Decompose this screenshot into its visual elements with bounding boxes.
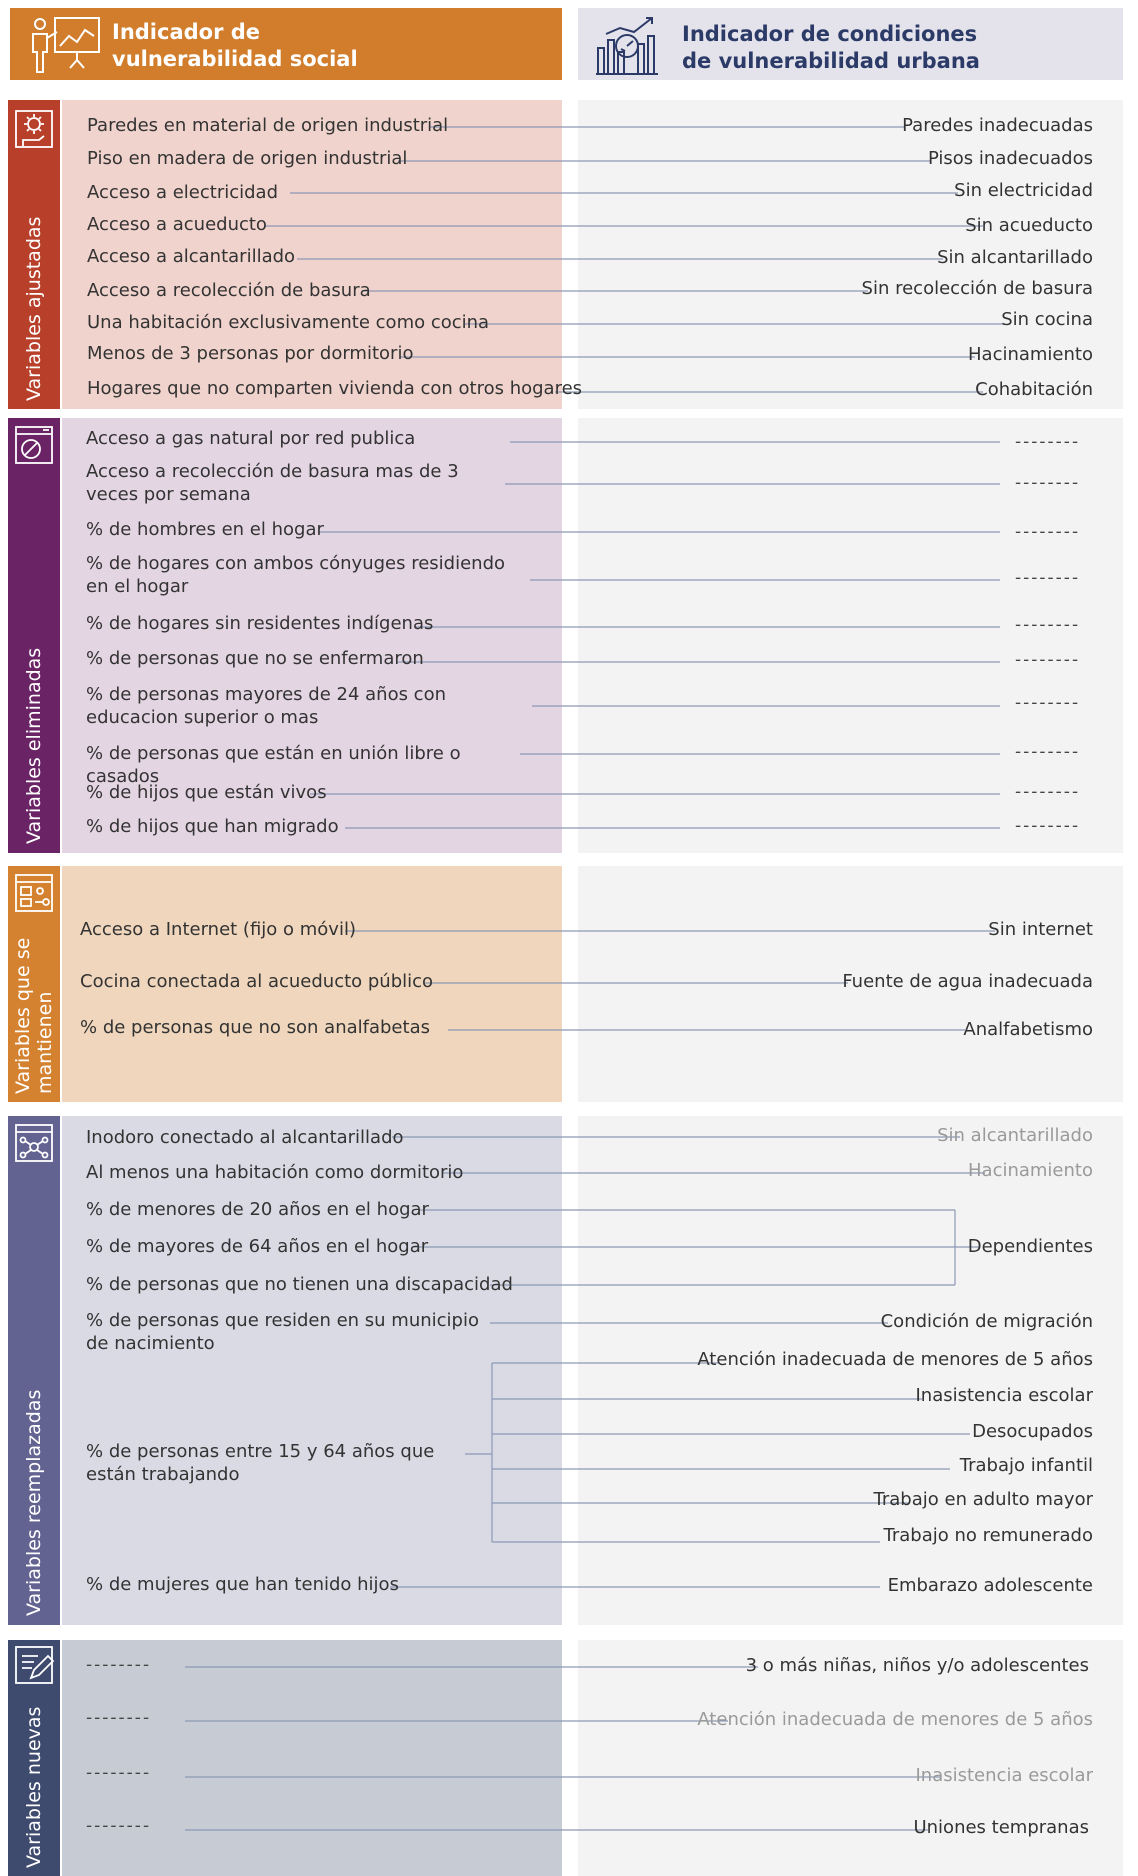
nuevas-right-item: 3 o más niñas, niños y/o adolescentes — [745, 1655, 1089, 1676]
eliminadas-placeholder: -------- — [1015, 693, 1081, 713]
reemplazadas-left-item: Al menos una habitación como dormitorio — [86, 1162, 464, 1183]
eliminadas-left-item: % de personas que están en unión libre o casados — [86, 743, 461, 787]
eliminadas-left-item: % de hogares sin residentes indígenas — [86, 613, 434, 634]
eliminadas-placeholder: -------- — [1015, 432, 1081, 452]
reemplazadas-left-item: % de personas entre 15 y 64 años que están trabajando — [86, 1441, 435, 1485]
eliminadas-label: Variables eliminadas — [23, 647, 45, 844]
eliminadas-placeholder: -------- — [1015, 742, 1081, 762]
ajustadas-right-item: Hacinamiento — [968, 344, 1093, 365]
eliminadas-placeholder: -------- — [1015, 522, 1081, 542]
left-header-title: Indicador de vulnerabilidad social — [112, 20, 358, 71]
mantienen-left-item: Acceso a Internet (fijo o móvil) — [80, 919, 356, 940]
reemplazadas-left-item: % de mujeres que han tenido hijos — [86, 1574, 399, 1595]
ajustadas-left-item: Hogares que no comparten vivienda con otros hogares — [87, 378, 583, 399]
eliminadas-placeholder: -------- — [1015, 568, 1081, 588]
reemplazadas-right-item: Hacinamiento — [968, 1160, 1093, 1181]
reemplazadas-right-item: Trabajo en adulto mayor — [873, 1489, 1093, 1510]
reemplazadas-right-item: Sin alcantarillado — [937, 1125, 1093, 1146]
reemplazadas-right-item: Trabajo no remunerado — [883, 1525, 1093, 1546]
nuevas-placeholder: -------- — [86, 1763, 152, 1783]
ajustadas-right-item: Sin electricidad — [954, 180, 1093, 201]
nuevas-placeholder: -------- — [86, 1708, 152, 1728]
reemplazadas-left-item: % de personas que residen en su municipio de nacimiento — [86, 1310, 479, 1354]
reemplazadas-label: Variables reemplazadas — [23, 1389, 45, 1616]
eliminadas-left-item: % de personas mayores de 24 años con educacion superior o mas — [86, 684, 446, 728]
eliminadas-placeholder: -------- — [1015, 615, 1081, 635]
reemplazadas-right-item: Desocupados — [972, 1421, 1093, 1442]
eliminadas-left-item: Acceso a gas natural por red publica — [86, 428, 416, 449]
eliminadas-left-item: Acceso a recolección de basura mas de 3 veces por semana — [86, 461, 459, 505]
ajustadas-left-item: Acceso a alcantarillado — [87, 246, 296, 267]
nuevas-label: Variables nuevas — [23, 1706, 45, 1868]
ajustadas-right-item: Sin alcantarillado — [937, 247, 1093, 268]
eliminadas-placeholder: -------- — [1015, 816, 1081, 836]
mantienen-right-item: Sin internet — [988, 919, 1093, 940]
eliminadas-left-item: % de personas que no se enfermaron — [86, 648, 424, 669]
mantienen-left-item: % de personas que no son analfabetas — [80, 1017, 430, 1038]
eliminadas-left-item: % de hijos que están vivos — [86, 782, 327, 803]
eliminadas-left-item: % de hombres en el hogar — [86, 519, 324, 540]
ajustadas-right-item: Sin acueducto — [965, 215, 1093, 236]
ajustadas-left-item: Una habitación exclusivamente como cocina — [87, 312, 490, 333]
nuevas-placeholder: -------- — [86, 1655, 152, 1675]
eliminadas-placeholder: -------- — [1015, 473, 1081, 493]
mantienen-right-item: Fuente de agua inadecuada — [842, 971, 1093, 992]
ajustadas-right-item: Pisos inadecuados — [927, 148, 1093, 169]
nuevas-right-item: Atención inadecuada de menores de 5 años — [697, 1709, 1093, 1730]
nuevas-right-item: Inasistencia escolar — [915, 1765, 1093, 1786]
ajustadas-left-item: Paredes en material de origen industrial — [87, 115, 449, 136]
ajustadas-right-item: Paredes inadecuadas — [902, 115, 1093, 136]
reemplazadas-right-item: Inasistencia escolar — [915, 1385, 1093, 1406]
mantienen-left-item: Cocina conectada al acueducto público — [80, 971, 434, 992]
ajustadas-right-item: Sin recolección de basura — [861, 278, 1093, 299]
reemplazadas-right-item: Dependientes — [967, 1236, 1093, 1257]
eliminadas-left-item: % de hijos que han migrado — [86, 816, 339, 837]
reemplazadas-right-item: Trabajo infantil — [959, 1455, 1093, 1476]
reemplazadas-right-item: Atención inadecuada de menores de 5 años — [697, 1349, 1093, 1370]
ajustadas-left-item: Acceso a acueducto — [87, 214, 267, 235]
nuevas-right-item: Uniones tempranas — [913, 1817, 1089, 1838]
mantienen-label: Variables que se mantienen — [12, 937, 56, 1094]
reemplazadas-left-item: % de menores de 20 años en el hogar — [86, 1199, 429, 1220]
ajustadas-label: Variables ajustadas — [23, 216, 45, 401]
reemplazadas-right-item: Embarazo adolescente — [887, 1575, 1093, 1596]
eliminadas-placeholder: -------- — [1015, 782, 1081, 802]
ajustadas-right-item: Sin cocina — [1001, 309, 1093, 330]
nuevas-placeholder: -------- — [86, 1816, 152, 1836]
eliminadas-left-item: % de hogares con ambos cónyuges residiendo en el hogar — [86, 553, 506, 597]
mantienen-right-item: Analfabetismo — [963, 1019, 1093, 1040]
ajustadas-left-item: Acceso a recolección de basura — [87, 280, 371, 301]
reemplazadas-left-item: % de mayores de 64 años en el hogar — [86, 1236, 429, 1257]
ajustadas-right-item: Cohabitación — [975, 379, 1093, 400]
eliminadas-placeholder: -------- — [1015, 650, 1081, 670]
reemplazadas-right-item: Condición de migración — [880, 1311, 1093, 1332]
ajustadas-left-item: Acceso a electricidad — [87, 182, 279, 203]
reemplazadas-left-item: Inodoro conectado al alcantarillado — [86, 1127, 404, 1148]
ajustadas-left-item: Piso en madera de origen industrial — [87, 148, 408, 169]
right-header-title: Indicador de condiciones de vulnerabilidad urbana — [682, 22, 980, 73]
ajustadas-left-item: Menos de 3 personas por dormitorio — [87, 343, 414, 364]
reemplazadas-left-item: % de personas que no tienen una discapacidad — [86, 1274, 513, 1295]
